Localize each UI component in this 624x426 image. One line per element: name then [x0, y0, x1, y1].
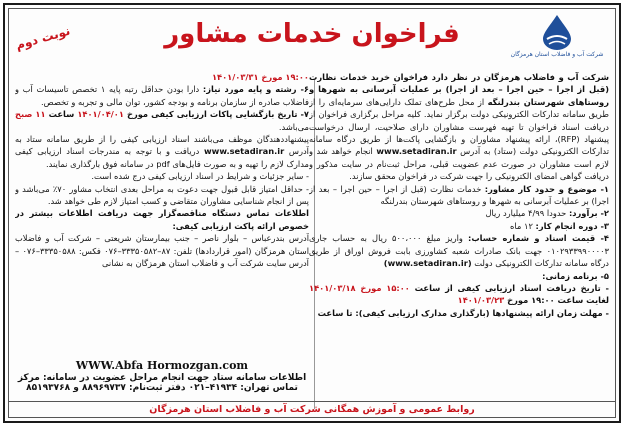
schedule-receive-label: - تاریخ دریافت اسناد ارزیابی کیفی از ساعت [409, 282, 609, 293]
setad-contact-info: اطلاعات سامانه ستاد جهت انجام مراحل عضویت در سامانه: مرکز تماس تهران: ۴۱۹۳۴–۰۲۱ دفتر ثبت‌نام: ۸۸۹۶۹۷۳۷ و ۸۵۱۹۳۷۶۸ [17, 373, 307, 393]
schedule-receive-end-date: ۱۴۰۱/۰۳/۲۳ [457, 295, 505, 306]
section-1-label: ۱- موضوع و حدود کار مشاور: [484, 183, 609, 194]
section-5 [309, 270, 609, 282]
intro-body: از محل طرح‌های تملک دارایی‌های سرمایه‌ای را از طریق سامانه تدارکات الکترونیکی دولت برگزار نماید. کلیه مراحل برگزاری فراخوان از دریافت اسناد فراخوان تا تهیه فهرست مشاوران دارای صلاحیت، ارسال درخواست پیشنهاد (RFP)، ارائه پیشنهاد مشاوران و بازگشایی پاکت‌ها از طریق درگاه سامانه تدارکات الکترونیکی دولت (ستاد) به آدرس [309, 96, 609, 157]
notice-title: فراخوان خدمات مشاور [164, 19, 460, 49]
section-4-link[interactable]: (www.setadiran.ir) [383, 258, 472, 269]
section-7-date: ۱۴۰۱/۰۴/۰۱ [77, 109, 124, 120]
schedule-receive [309, 282, 609, 307]
schedule-submit-label: - مهلت زمان ارائه پیشنهادها (بارگذاری مدارک ارزیابی کیفی): تا ساعت [317, 307, 609, 318]
section-2-text: حدودا ۴/۹۹ میلیارد ریال [485, 208, 569, 219]
section-7-label: ۷- تاریخ بازگشایی پاکات ارزیابی کیفی مورخ [123, 109, 309, 120]
company-logo [509, 13, 605, 69]
section-7-end: می‌باشد. [278, 121, 309, 132]
offer-paragraph [15, 133, 309, 170]
left-column [15, 71, 309, 371]
intro-lead: شرکت آب و فاضلاب هرمزگان در نظر دارد [428, 72, 609, 82]
notice-footer: روابط عمومی و آموزش همگانی شرکت آب و فاضلاب استان هرمزگان [9, 401, 615, 417]
intro-end: انجام خواهد شد و لازم است مشاوران در صورت عدم عضویت قبلی، مراحل ثبت‌نام در سایت مذکور و دریافت گواهی امضای الکترونیکی را جهت شرکت در فراخوان محقق سازند. [309, 146, 609, 182]
schedule-submit [309, 307, 609, 319]
section-7 [15, 108, 309, 133]
section-3-text: ۱۲ ماه [510, 220, 536, 231]
section-2-label: ۲- برآورد: [568, 208, 609, 219]
section-1-text: خدمات نظارت (قبل از اجرا – حین اجرا – بعد از اجرا) بر عملیات آبرسانی به شهرها و روستاهای شهرستان بندرلنگه [309, 183, 609, 207]
round-badge: نوبت دوم [14, 23, 72, 53]
submit-deadline [15, 71, 309, 83]
schedule-receive-start: ۱۵:۰۰ مورخ ۱۴۰۱/۰۳/۱۸ [309, 282, 410, 293]
note-1: - سایر جزئیات و شرایط در اسناد ارزیابی کیفی درج شده است. [91, 171, 309, 182]
section-4 [309, 232, 609, 269]
section-7-hour: ۱۱ صبح [15, 109, 46, 120]
section-6-text: دارا بودن حداقل رتبه پایه ۱ تخصص تاسیسات آب و فاضلاب صادره از سازمان برنامه و بودجه کشور، توان مالی و تجربه و تخصص. [15, 84, 309, 107]
note-2: - حداقل امتیاز قابل قبول جهت دعوت به مراحل بعدی انتخاب مشاور ۷۰٪ می‌باشد و پس از انجام شناسایی مشاوران متقاضی و کسب امتیاز لازم طی خواهد شد. [15, 183, 309, 207]
logo-caption: شرکت آب و فاضلاب استان هرمزگان [510, 51, 604, 58]
notice-inner-border [8, 8, 616, 418]
right-column [309, 71, 609, 416]
schedule-receive-mid: لغایت ساعت ۱۹:۰۰ مورخ [504, 295, 609, 306]
notice-frame [3, 3, 621, 423]
company-website[interactable]: WWW.Abfa Hormozgan.com [75, 359, 249, 372]
contact-info-title: اطلاعات تماس دستگاه مناقصه‌گزار جهت دریافت اطلاعات بیشتر در خصوص ارائه پاکت ارزیابی کیفی: [15, 208, 309, 231]
offer-text: پیشنهاددهندگان موظف می‌باشند اسناد ارزیابی کیفی را از طریق سامانه ستاد به آدرس [15, 134, 309, 157]
setad-link[interactable]: www.setadiran.ir [376, 146, 457, 157]
section-2 [309, 207, 609, 219]
intro-paragraph [309, 71, 609, 183]
section-7-mid: ساعت [45, 109, 78, 120]
submit-deadline-date: ۱۹:۰۰ مورخ ۱۴۰۱/۰۳/۳۱ [211, 72, 309, 82]
notice-header [9, 9, 615, 71]
section-3 [309, 220, 609, 232]
section-4-text: واریز مبلغ ۵۰۰،۰۰۰ ریال به حساب جاری ۰۱۰۲۹۳۳۹۹۰۰۰۰۳ جهت بانک صادرات شعبه کشاورزی بابت فروش اوراق از طریق درگاه سامانه تدارکات الکترونیکی دولت [309, 233, 609, 269]
section-6-label: ۶- رشته و پایه مورد نیاز: [202, 84, 309, 95]
section-5-label: ۵- برنامه زمانی: [542, 270, 609, 281]
offer-rest: دریافت و با توجه به مندرجات اسناد ارزیابی کیفی مدارک لازم را تهیه و به صورت فایل‌های pdf در سامانه فوق بارگذاری نمایند. [15, 146, 309, 169]
offer-link[interactable]: www.setadiran.ir [203, 146, 285, 157]
section-3-label: ۳- دوره انجام کار: [535, 220, 609, 231]
section-6 [15, 83, 309, 108]
intro-project-title: فراخوان خرید خدمات نظارت (قبل از اجرا – حین اجرا – بعد از اجرا) بر عملیات آبرسانی به شهرها و روستاهای شهرستان بندرلنگه [309, 72, 609, 107]
section-4-label: ۴- قیمت اسناد و شماره حساب: [468, 233, 609, 244]
contact-info-text: آدرس بندرعباس – بلوار ناصر – جنب بیمارستان شریعتی – شرکت آب و فاضلاب استان هرمزگان (امور قراردادها) تلفن: ۸۷–۳۳۳۵۰۵۸۲–۰۷۶ فکس: ۳۳۳۵۰۵۸۸–۰۷۶ – آدرس سایت شرکت آب و فاضلاب استان هرمزگان به نشانی [15, 233, 309, 269]
section-1 [309, 183, 609, 208]
water-drop-logo-icon [537, 13, 577, 51]
